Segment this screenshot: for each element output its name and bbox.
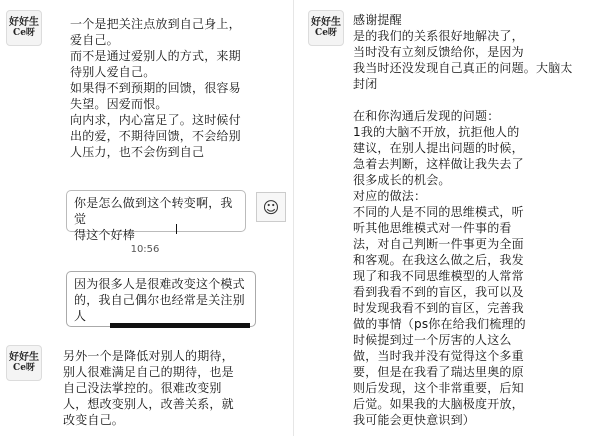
avatar-label: 好好生 — [311, 17, 341, 28]
long-reply-message[interactable]: 感谢提醒 是的我们的关系很好地解决了， 当时没有立刻反馈给你，是因为 我当时还没发现自己真正的问题。大脑太封闭 在和你沟通后发现的问题： 1我的大脑不开放，抗拒他人的 建议，在别人提出问题的时候， 急着去判断，这样做让我失去了 很多成长的机会。 对应的做法： 不同的人是不同的思维模式，听 听其他思维模式对一件事的看 法，对自己判断一件事更为全面 和客观。在我这么做之后，我发 现了和我不同思维模型的人常常 看到我看不到的盲区，我可以及 时发现我看不到的盲区，完善我 做的事情（ps你在给我们梳理的 时候提到过一个厉害的人这么 做，当时我并没有觉得这个多重 要，但是在我看了瑞达里奥的原 则后发现，这个非常重要，后知 后觉。如果我的大脑极度开放， 我可能会更快意识到） — [353, 13, 573, 427]
avatar-label: 好好生 — [9, 17, 39, 28]
column-divider — [293, 0, 294, 436]
contact-avatar-right[interactable] — [308, 10, 344, 46]
text-cursor — [176, 224, 177, 234]
avatar-label-2: Ce呀 — [13, 363, 35, 373]
timestamp: 10:56 — [130, 244, 160, 255]
avatar-label: 好好生 — [9, 352, 39, 363]
avatar-label-2: Ce呀 — [13, 28, 35, 38]
message-bubble-2[interactable]: 你是怎么做到这个转变啊，我觉 得这个好棒 — [66, 190, 246, 232]
contact-avatar-2[interactable] — [6, 345, 42, 381]
message-bubble-3[interactable]: 因为很多人是很难改变这个模式 的，我自己偶尔也经常是关注别 人 — [66, 271, 256, 327]
message-underline — [110, 323, 250, 328]
smiley-icon: ☺ — [262, 197, 280, 217]
self-avatar[interactable] — [256, 192, 286, 222]
avatar-label-2: Ce呀 — [315, 28, 337, 38]
right-chat-column — [300, 0, 589, 436]
contact-avatar[interactable] — [6, 10, 42, 46]
left-chat-column — [0, 0, 290, 436]
message-bubble-4[interactable]: 另外一个是降低对别人的期待， 别人很难满足自己的期待，也是 自己没法掌控的。很难改变别 人，想改变别人，改善关系，就 改变自己。 — [63, 349, 234, 427]
message-bubble-1[interactable]: 一个是把关注点放到自己身上， 爱自己。 而不是通过爱别人的方式，来期 待别人爱自己。 如果得不到预期的回馈，很容易 失望。因爱而恨。 向内求，内心富足了。这时候付 出的爱，不期待回馈，不会给别 人压力，也不会伤到自己 — [63, 12, 263, 168]
